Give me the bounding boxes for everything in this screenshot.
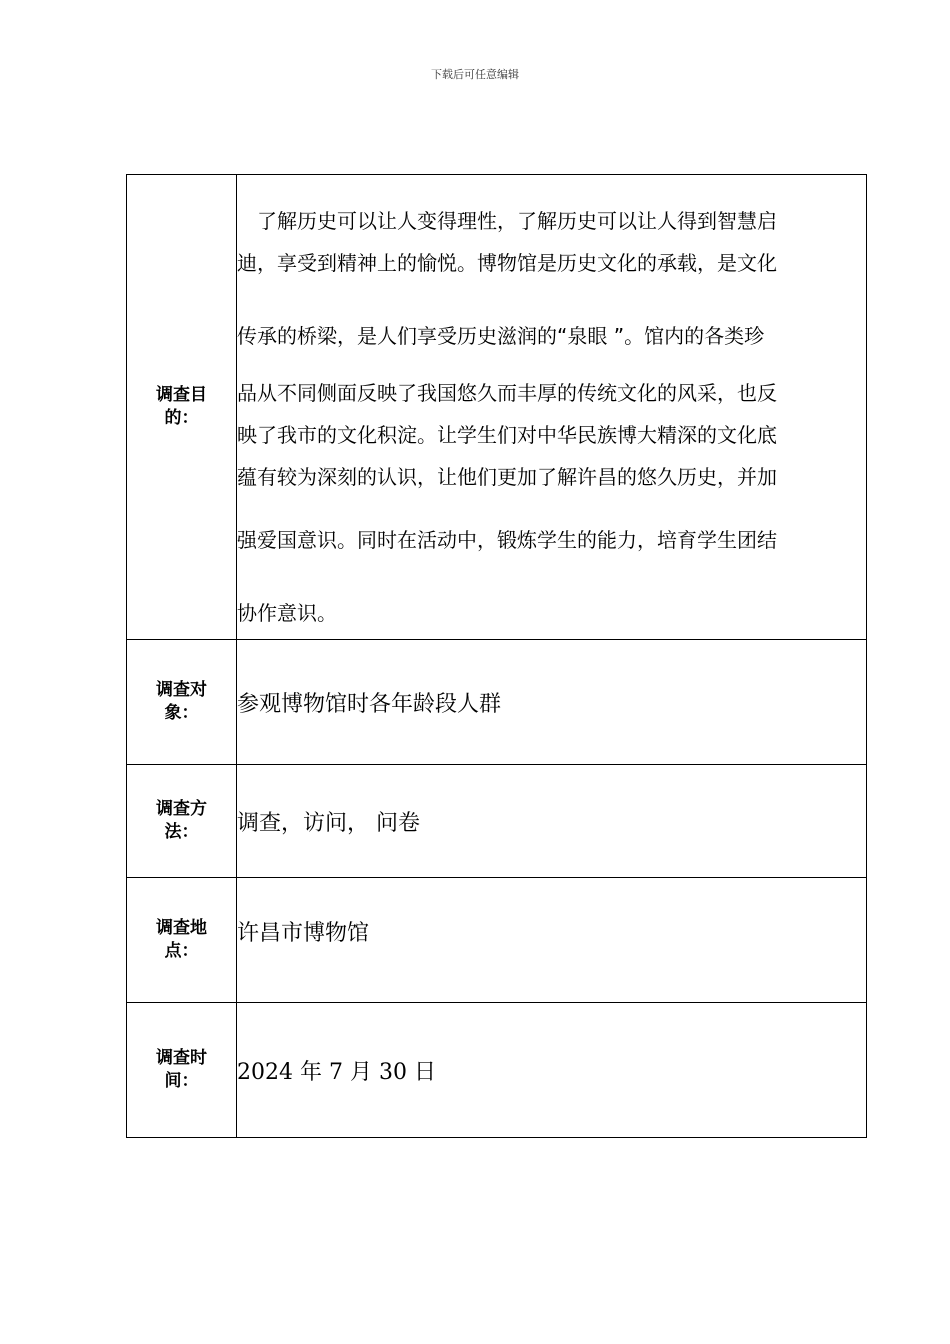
method-row: [127, 765, 867, 878]
location-value: 许昌市博物馆: [237, 878, 867, 1003]
purpose-line: 迪，享受到精神上的愉悦。博物馆是历史文化的承载，是文化: [237, 251, 777, 275]
purpose-line: 品从不同侧面反映了我国悠久而丰厚的传统文化的风采，也反: [237, 381, 777, 405]
location-label: 调查地点：: [156, 918, 207, 961]
survey-table: [126, 174, 867, 1138]
location-label-cell: [127, 878, 237, 1003]
method-label: 调查方法：: [156, 799, 207, 842]
purpose-line: 了解历史可以让人变得理性，了解历史可以让人得到智慧启: [237, 209, 777, 233]
subject-row: [127, 640, 867, 765]
purpose-row: [127, 175, 867, 640]
time-label: 调查时间：: [156, 1048, 207, 1091]
subject-value: 参观博物馆时各年龄段人群: [237, 640, 867, 765]
location-row: [127, 878, 867, 1003]
purpose-cell: [237, 175, 867, 640]
method-label-cell: [127, 765, 237, 878]
purpose-line: 蕴有较为深刻的认识，让他们更加了解许昌的悠久历史，并加: [237, 465, 777, 489]
purpose-line: 协作意识。: [237, 601, 337, 625]
subject-label-cell: [127, 640, 237, 765]
purpose-label-cell: [127, 175, 237, 640]
time-row: [127, 1003, 867, 1138]
purpose-text: [237, 180, 848, 634]
purpose-line: 传承的桥梁，是人们享受历史滋润的“泉眼 ”。馆内的各类珍: [237, 324, 765, 348]
header-note: 下载后可任意编辑: [431, 68, 519, 81]
time-value: 2024 年 7 月 30 日: [237, 1003, 867, 1138]
subject-label: 调查对象：: [156, 680, 207, 723]
time-label-cell: [127, 1003, 237, 1138]
purpose-label: 调查目的：: [156, 385, 207, 428]
purpose-line: 强爱国意识。同时在活动中，锻炼学生的能力，培育学生团结: [237, 528, 777, 552]
purpose-line: 映了我市的文化积淀。让学生们对中华民族博大精深的文化底: [237, 423, 777, 447]
method-value: 调查，访问， 问卷: [237, 765, 867, 878]
